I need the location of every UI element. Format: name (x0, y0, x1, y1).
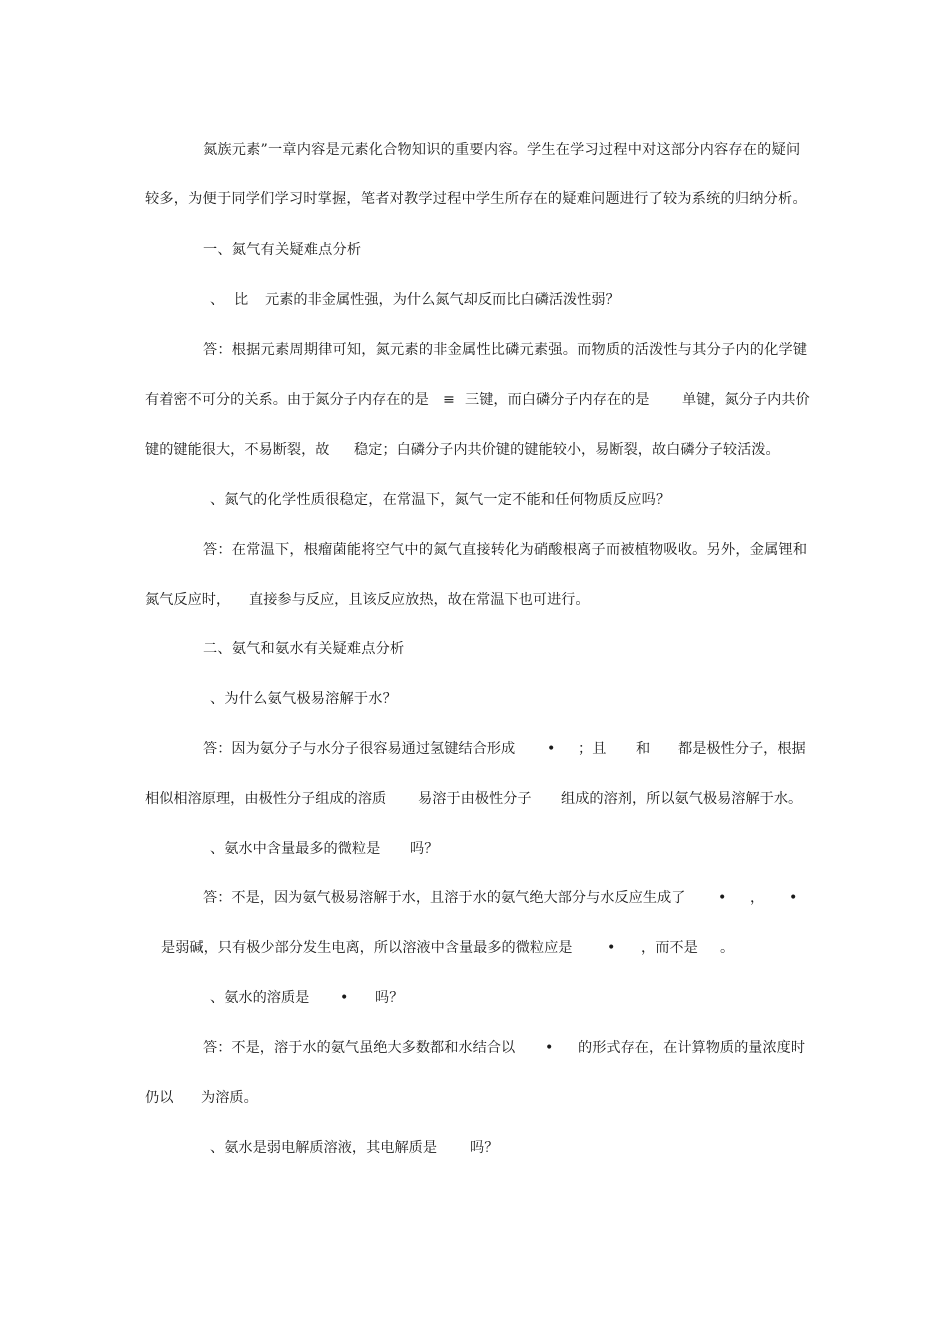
question-5c: 吗？ (375, 990, 404, 1006)
answer-1-line-2a: 有着密不可分的关系。由于氮分子内存在的是 (145, 392, 429, 408)
answer-3-line-2c: 组成的溶剂，所以氨气极易溶解于水。 (561, 791, 803, 807)
answer-5-line-2b: 为溶质。 (201, 1090, 258, 1106)
intro-line-2: 较多，为便于同学们学习时掌握，笔者对教学过程中学生所存在的疑难问题进行了较为系统的归纳分析。 (145, 191, 807, 207)
question-3: 、为什么氨气极易溶解于水？ (210, 691, 398, 707)
question-1-text: 元素的非金属性强，为什么氮气却反而比白磷活泼性弱？ (265, 292, 620, 308)
answer-3-dot: • (547, 741, 556, 757)
question-6a: 、氨水是弱电解质溶液，其电解质是 (210, 1140, 438, 1156)
question-5a: 、氨水的溶质是 (210, 990, 310, 1006)
answer-1-line-3b: 稳定；白磷分子内共价键的键能较小，易断裂，故白磷分子较活泼。 (354, 442, 780, 458)
triple-bond-symbol: ≡ (443, 392, 455, 408)
answer-3-line-1e: 都是极性分子，根据 (678, 741, 806, 757)
answer-3-line-2b: 易溶于由极性分子 (418, 791, 532, 807)
intro-line-1: 氮族元素”一章内容是元素化合物知识的重要内容。学生在学习过程中对这部分内容存在的疑问 (203, 142, 801, 158)
answer-4-line-2c: ，而不是 (641, 940, 698, 956)
answer-4-dot-1: • (718, 890, 727, 906)
question-4b: 吗？ (410, 841, 439, 857)
question-4a: 、氨水中含量最多的微粒是 (210, 841, 381, 857)
answer-5-line-1c: 的形式存在，在计算物质的量浓度时 (578, 1040, 806, 1056)
answer-3-line-1d: 和 (636, 741, 651, 757)
answer-5-line-2a: 仍以 (145, 1090, 174, 1106)
answer-4-line-2d: 。 (720, 940, 735, 956)
section-heading-2: 二、氨气和氨水有关疑难点分析 (203, 641, 405, 657)
answer-1-line-2b: 三键，而白磷分子内存在的是 (465, 392, 650, 408)
section-heading-1: 一、氮气有关疑难点分析 (203, 242, 362, 258)
answer-1-line-3a: 键的键能很大，不易断裂，故 (145, 442, 330, 458)
question-5-dot: • (340, 990, 349, 1006)
answer-4-comma: ， (750, 890, 765, 906)
answer-2-line-2a: 氮气反应时， (145, 592, 231, 608)
answer-4-line-2a: 是弱碱，只有极少部分发生电离，所以溶液中含量最多的微粒应是 (161, 940, 573, 956)
answer-5-dot: • (545, 1040, 554, 1056)
question-1-compare: 比 (234, 292, 249, 308)
answer-1-line-1: 答：根据元素周期律可知，氮元素的非金属性比磷元素强。而物质的活泼性与其分子内的化学键 (203, 342, 808, 358)
answer-3-line-2a: 相似相溶原理，由极性分子组成的溶质 (145, 791, 387, 807)
question-2: 、氮气的化学性质很稳定，在常温下，氮气一定不能和任何物质反应吗？ (210, 492, 671, 508)
question-6b: 吗？ (470, 1140, 499, 1156)
answer-4-line-1a: 答：不是，因为氨气极易溶解于水，且溶于水的氨气绝大部分与水反应生成了 (203, 890, 686, 906)
answer-4-dot-2: • (789, 890, 798, 906)
answer-1-line-2c: 单键，氮分子内共价 (682, 392, 810, 408)
answer-3-line-1a: 答：因为氨分子与水分子很容易通过氢键结合形成 (203, 741, 516, 757)
answer-4-dot-3: • (607, 940, 616, 956)
question-1-prefix: 、 (210, 292, 225, 308)
answer-5-line-1a: 答：不是，溶于水的氨气虽绝大多数都和水结合以 (203, 1040, 516, 1056)
answer-3-line-1c: ；且 (578, 741, 607, 757)
answer-2-line-2b: 直接参与反应，且该反应放热，故在常温下也可进行。 (249, 592, 590, 608)
answer-2-line-1: 答：在常温下，根瘤菌能将空气中的氮气直接转化为硝酸根离子而被植物吸收。另外，金属锂和 (203, 542, 808, 558)
